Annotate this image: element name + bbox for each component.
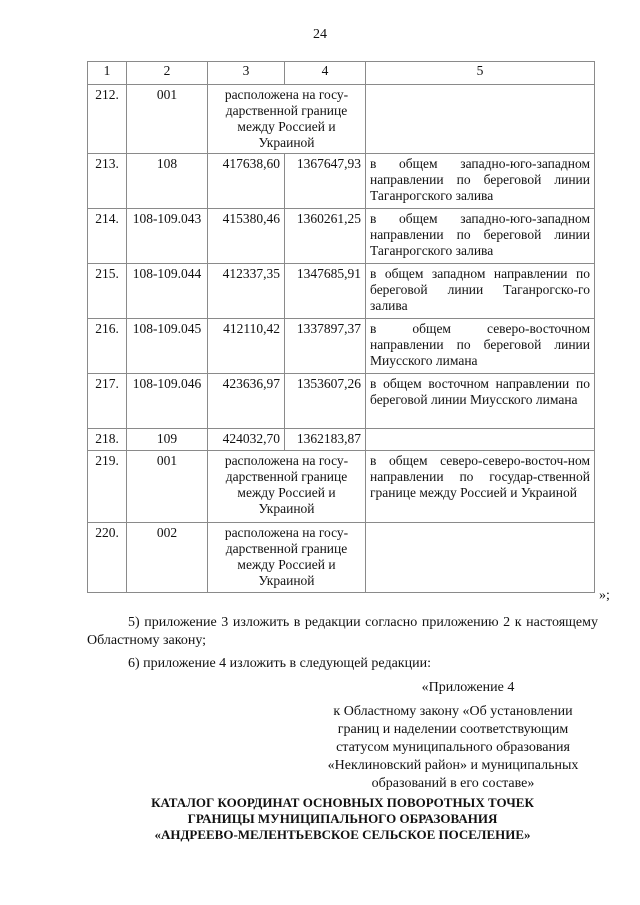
row-number: 216.	[88, 319, 127, 374]
row-number: 215.	[88, 264, 127, 319]
direction-description: в общем восточном направлении по береговой линии Миусского лимана	[366, 374, 595, 429]
direction-description	[366, 523, 595, 593]
direction-description: в общем западном направлении по береговой линии Таганрогско-го залива	[366, 264, 595, 319]
coord-y: 1353607,26	[285, 374, 366, 429]
row-number: 212.	[88, 85, 127, 154]
direction-description: в общем северо-северо-восточ-ном направлении по государ-ственной границе между Россией и Украиной	[366, 451, 595, 523]
table-row	[88, 85, 595, 154]
point-id: 001	[127, 451, 208, 523]
table-row	[88, 264, 595, 319]
table-row	[88, 451, 595, 523]
header-cell: 5	[366, 62, 595, 85]
border-note-text: расположена на госу- дарственной границе между Россией и Украиной	[224, 525, 349, 588]
direction-description: в общем западно-юго-западном направлении по береговой линии Таганрогского залива	[366, 154, 595, 209]
catalog-title	[87, 795, 598, 843]
row-number: 218.	[88, 429, 127, 451]
page-number: 24	[313, 27, 327, 42]
coord-y: 1360261,25	[285, 209, 366, 264]
border-note	[208, 451, 366, 523]
point-id: 108-109.043	[127, 209, 208, 264]
table-row	[88, 523, 595, 593]
coord-x: 424032,70	[208, 429, 285, 451]
row-number: 219.	[88, 451, 127, 523]
point-id: 108-109.046	[127, 374, 208, 429]
table-row	[88, 319, 595, 374]
direction-description: в общем северо-восточном направлении по береговой линии Миусского лимана	[366, 319, 595, 374]
point-id: 001	[127, 85, 208, 154]
catalog-title-line: КАТАЛОГ КООРДИНАТ ОСНОВНЫХ ПОВОРОТНЫХ ТОЧЕК	[151, 795, 534, 810]
paragraph-item-5: 5) приложение 3 изложить в редакции согласно приложению 2 к настоящему Областному закону;	[87, 615, 598, 648]
row-number: 220.	[88, 523, 127, 593]
table-row	[88, 374, 595, 429]
point-id: 002	[127, 523, 208, 593]
coordinates-table	[87, 61, 595, 593]
header-cell: 2	[127, 62, 208, 85]
coord-x: 415380,46	[208, 209, 285, 264]
closing-quote-mark: »;	[599, 588, 610, 603]
point-id: 108-109.044	[127, 264, 208, 319]
coord-y: 1337897,37	[285, 319, 366, 374]
appendix-line: «Неклиновский район» и муниципальных	[327, 758, 579, 773]
row-number: 217.	[88, 374, 127, 429]
header-cell: 4	[285, 62, 366, 85]
row-number: 214.	[88, 209, 127, 264]
border-note	[208, 523, 366, 593]
table-row	[88, 429, 595, 451]
coord-x: 417638,60	[208, 154, 285, 209]
direction-description	[366, 85, 595, 154]
border-note-text: расположена на госу- дарственной границе между Россией и Украиной	[224, 87, 349, 150]
appendix-line: к Областному закону «Об установлении	[333, 704, 573, 719]
coord-x: 412110,42	[208, 319, 285, 374]
appendix-line: статусом муниципального образования	[336, 740, 570, 755]
coord-x: 423636,97	[208, 374, 285, 429]
appendix-line: образований в его составе»	[371, 776, 535, 791]
header-cell: 3	[208, 62, 285, 85]
coord-x: 412337,35	[208, 264, 285, 319]
row-number: 213.	[88, 154, 127, 209]
border-note-text: расположена на госу- дарственной границе между Россией и Украиной	[224, 453, 349, 516]
border-note	[208, 85, 366, 154]
point-id: 108-109.045	[127, 319, 208, 374]
table-row	[88, 209, 595, 264]
appendix-line: границ и наделении соответствующим	[337, 722, 569, 737]
table-row	[88, 154, 595, 209]
coord-y: 1362183,87	[285, 429, 366, 451]
appendix-title: «Приложение 4	[421, 680, 515, 695]
point-id: 108	[127, 154, 208, 209]
coord-y: 1347685,91	[285, 264, 366, 319]
coord-y: 1367647,93	[285, 154, 366, 209]
paragraph-item-6: 6) приложение 4 изложить в следующей редакции:	[128, 656, 431, 671]
direction-description: в общем западно-юго-западном направлении по береговой линии Таганрогского залива	[366, 209, 595, 264]
direction-description	[366, 429, 595, 451]
appendix-header	[308, 679, 598, 793]
catalog-title-line: «АНДРЕЕВО-МЕЛЕНТЬЕВСКОЕ СЕЛЬСКОЕ ПОСЕЛЕНИЕ»	[154, 827, 531, 842]
header-cell: 1	[88, 62, 127, 85]
catalog-title-line: ГРАНИЦЫ МУНИЦИПАЛЬНОГО ОБРАЗОВАНИЯ	[187, 811, 498, 826]
point-id: 109	[127, 429, 208, 451]
table-header-row	[88, 62, 595, 85]
